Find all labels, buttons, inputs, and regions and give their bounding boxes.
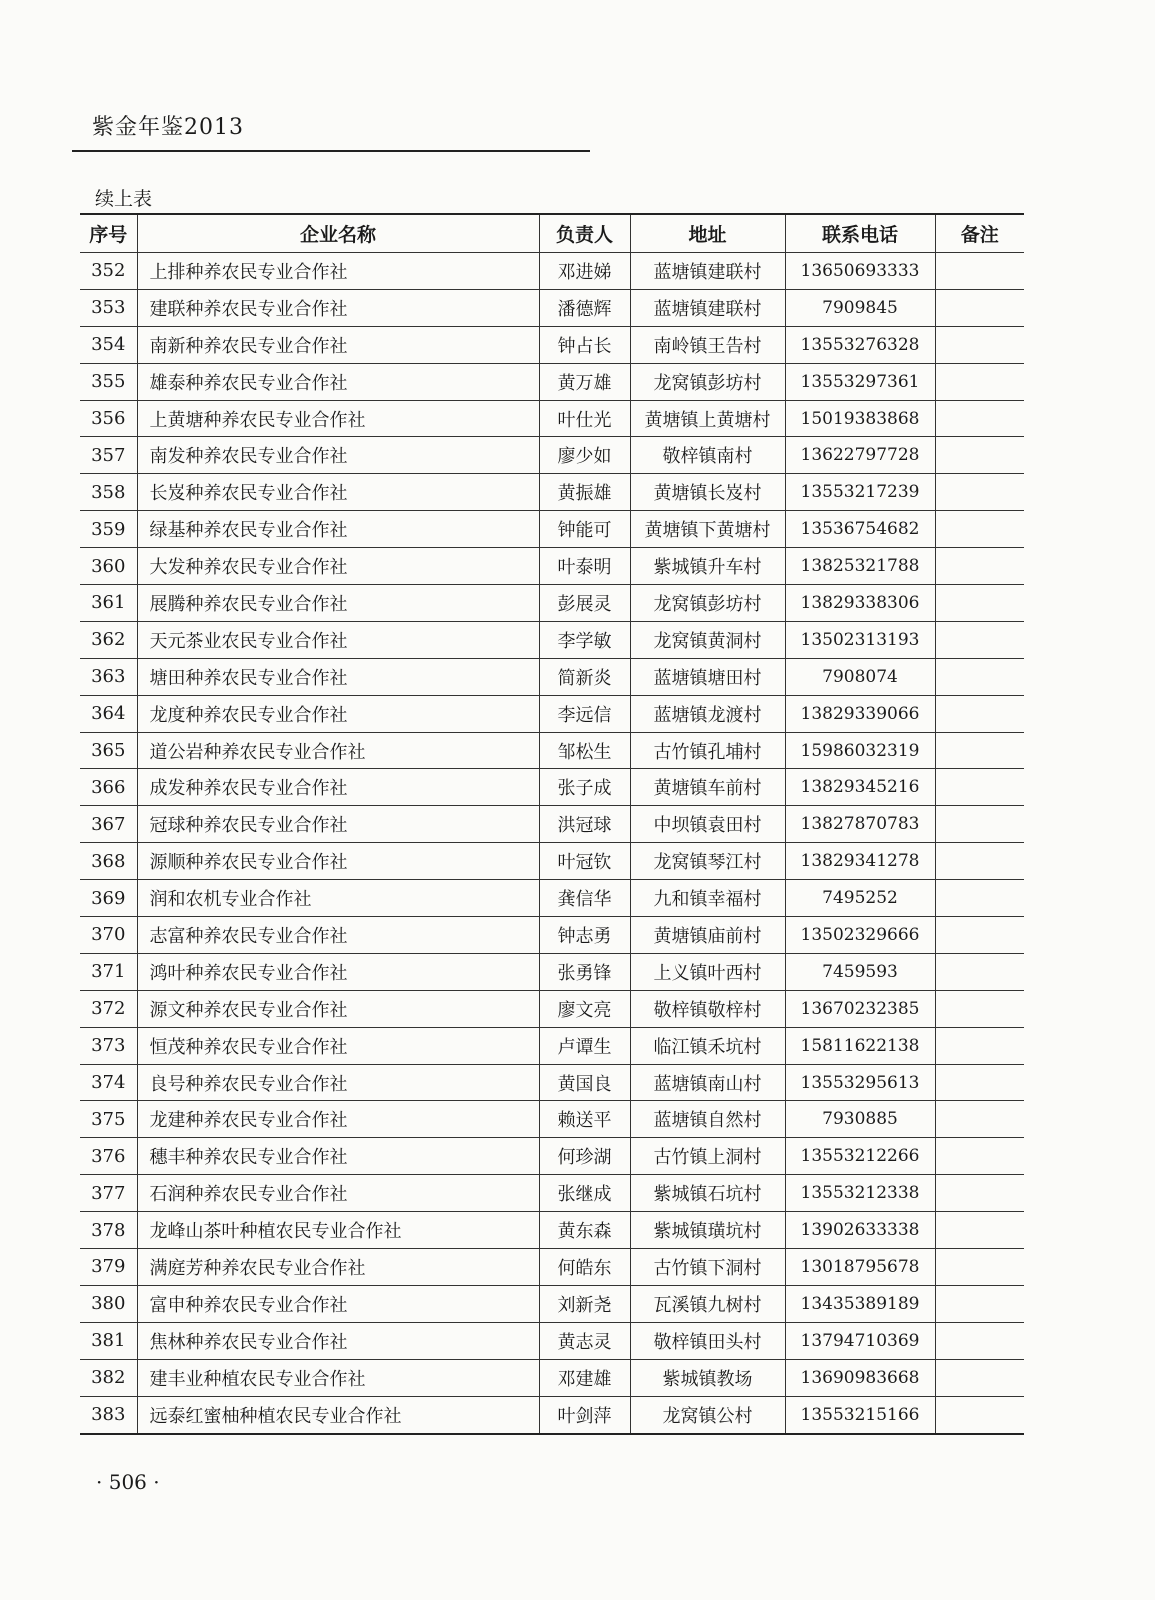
column-header-company-name: 企业名称 <box>137 214 539 253</box>
cell-serial: 381 <box>80 1322 137 1359</box>
cell-phone: 15811622138 <box>785 1027 935 1064</box>
cell-remarks <box>935 621 1024 658</box>
cell-person-in-charge: 赖送平 <box>539 1101 630 1138</box>
cell-serial: 367 <box>80 806 137 843</box>
cell-remarks <box>935 917 1024 954</box>
cell-person-in-charge: 黄东森 <box>539 1212 630 1249</box>
cell-address: 紫城镇升车村 <box>630 548 785 585</box>
cell-address: 黄塘镇庙前村 <box>630 917 785 954</box>
cell-remarks <box>935 1138 1024 1175</box>
cell-person-in-charge: 简新炎 <box>539 658 630 695</box>
cell-serial: 360 <box>80 548 137 585</box>
table-row <box>80 732 1024 769</box>
cell-address: 敬梓镇田头村 <box>630 1322 785 1359</box>
cell-phone: 13650693333 <box>785 253 935 290</box>
table-row <box>80 289 1024 326</box>
cell-serial: 359 <box>80 511 137 548</box>
cell-address: 蓝塘镇龙渡村 <box>630 695 785 732</box>
cell-company-name: 建联种养农民专业合作社 <box>137 289 539 326</box>
cell-phone: 13690983668 <box>785 1359 935 1396</box>
table-row <box>80 585 1024 622</box>
cell-address: 古竹镇上洞村 <box>630 1138 785 1175</box>
cell-person-in-charge: 李远信 <box>539 695 630 732</box>
cell-phone: 13825321788 <box>785 548 935 585</box>
cell-person-in-charge: 何皓东 <box>539 1249 630 1286</box>
cell-remarks <box>935 1212 1024 1249</box>
cell-address: 蓝塘镇建联村 <box>630 253 785 290</box>
table-body <box>80 253 1024 1434</box>
cell-serial: 354 <box>80 326 137 363</box>
cell-serial: 362 <box>80 621 137 658</box>
table-row <box>80 1175 1024 1212</box>
cell-company-name: 良号种养农民专业合作社 <box>137 1064 539 1101</box>
cell-phone: 7495252 <box>785 880 935 917</box>
table-row <box>80 1396 1024 1433</box>
cell-person-in-charge: 彭展灵 <box>539 585 630 622</box>
cell-company-name: 源文种养农民专业合作社 <box>137 990 539 1027</box>
table-row <box>80 658 1024 695</box>
cell-person-in-charge: 洪冠球 <box>539 806 630 843</box>
cell-remarks <box>935 1175 1024 1212</box>
cell-phone: 13553295613 <box>785 1064 935 1101</box>
cell-phone: 13553297361 <box>785 363 935 400</box>
cell-company-name: 志富种养农民专业合作社 <box>137 917 539 954</box>
cell-company-name: 冠球种养农民专业合作社 <box>137 806 539 843</box>
cell-serial: 352 <box>80 253 137 290</box>
cell-company-name: 塘田种养农民专业合作社 <box>137 658 539 695</box>
cell-person-in-charge: 钟能可 <box>539 511 630 548</box>
cell-phone: 13829345216 <box>785 769 935 806</box>
table-row <box>80 880 1024 917</box>
running-header-title: 紫金年鉴2013 <box>92 115 244 140</box>
cell-address: 黄塘镇长岌村 <box>630 474 785 511</box>
table-row <box>80 474 1024 511</box>
column-header-phone: 联系电话 <box>785 214 935 253</box>
table-row <box>80 253 1024 290</box>
table-row <box>80 1249 1024 1286</box>
cell-address: 瓦溪镇九树村 <box>630 1285 785 1322</box>
cell-serial: 358 <box>80 474 137 511</box>
cell-address: 黄塘镇车前村 <box>630 769 785 806</box>
cell-address: 南岭镇王告村 <box>630 326 785 363</box>
cell-phone: 13018795678 <box>785 1249 935 1286</box>
cell-phone: 13553212266 <box>785 1138 935 1175</box>
cell-remarks <box>935 511 1024 548</box>
cell-company-name: 大发种养农民专业合作社 <box>137 548 539 585</box>
cell-serial: 383 <box>80 1396 137 1433</box>
cell-person-in-charge: 何珍湖 <box>539 1138 630 1175</box>
table-row <box>80 1064 1024 1101</box>
cell-remarks <box>935 1322 1024 1359</box>
cell-phone: 7459593 <box>785 953 935 990</box>
cell-phone: 13435389189 <box>785 1285 935 1322</box>
cell-remarks <box>935 400 1024 437</box>
cell-remarks <box>935 326 1024 363</box>
cell-serial: 371 <box>80 953 137 990</box>
cell-address: 黄塘镇下黄塘村 <box>630 511 785 548</box>
cell-address: 古竹镇下洞村 <box>630 1249 785 1286</box>
table-row <box>80 1212 1024 1249</box>
cell-remarks <box>935 843 1024 880</box>
cell-person-in-charge: 廖少如 <box>539 437 630 474</box>
table-row <box>80 437 1024 474</box>
cell-address: 古竹镇孔埔村 <box>630 732 785 769</box>
cell-company-name: 石润种养农民专业合作社 <box>137 1175 539 1212</box>
cell-remarks <box>935 1064 1024 1101</box>
cell-remarks <box>935 1249 1024 1286</box>
cell-address: 中坝镇袁田村 <box>630 806 785 843</box>
table-continued-caption: 续上表 <box>95 188 153 210</box>
cell-company-name: 龙度种养农民专业合作社 <box>137 695 539 732</box>
cell-serial: 356 <box>80 400 137 437</box>
cell-remarks <box>935 548 1024 585</box>
cell-company-name: 长岌种养农民专业合作社 <box>137 474 539 511</box>
table-header-row <box>80 214 1024 253</box>
cell-person-in-charge: 李学敏 <box>539 621 630 658</box>
cell-remarks <box>935 585 1024 622</box>
cell-serial: 373 <box>80 1027 137 1064</box>
cell-serial: 376 <box>80 1138 137 1175</box>
cell-remarks <box>935 990 1024 1027</box>
cell-company-name: 南新种养农民专业合作社 <box>137 326 539 363</box>
cell-remarks <box>935 953 1024 990</box>
cell-address: 蓝塘镇建联村 <box>630 289 785 326</box>
cell-company-name: 建丰业种植农民专业合作社 <box>137 1359 539 1396</box>
cell-remarks <box>935 363 1024 400</box>
column-header-person-in-charge: 负责人 <box>539 214 630 253</box>
cell-remarks <box>935 253 1024 290</box>
cell-remarks <box>935 1396 1024 1433</box>
cell-person-in-charge: 邹松生 <box>539 732 630 769</box>
cell-person-in-charge: 钟占长 <box>539 326 630 363</box>
cell-address: 临江镇禾坑村 <box>630 1027 785 1064</box>
cell-address: 蓝塘镇南山村 <box>630 1064 785 1101</box>
cell-company-name: 南发种养农民专业合作社 <box>137 437 539 474</box>
cell-serial: 355 <box>80 363 137 400</box>
cell-serial: 380 <box>80 1285 137 1322</box>
cell-serial: 377 <box>80 1175 137 1212</box>
cell-address: 龙窝镇公村 <box>630 1396 785 1433</box>
cell-person-in-charge: 潘德辉 <box>539 289 630 326</box>
cell-person-in-charge: 叶泰明 <box>539 548 630 585</box>
table-row <box>80 1138 1024 1175</box>
cell-phone: 13829338306 <box>785 585 935 622</box>
cell-company-name: 上黄塘种养农民专业合作社 <box>137 400 539 437</box>
cell-phone: 13502329666 <box>785 917 935 954</box>
cell-person-in-charge: 张子成 <box>539 769 630 806</box>
cell-person-in-charge: 邓进娣 <box>539 253 630 290</box>
cell-serial: 372 <box>80 990 137 1027</box>
cell-company-name: 成发种养农民专业合作社 <box>137 769 539 806</box>
cell-phone: 13829341278 <box>785 843 935 880</box>
cell-address: 龙窝镇黄洞村 <box>630 621 785 658</box>
cell-serial: 379 <box>80 1249 137 1286</box>
cell-phone: 13902633338 <box>785 1212 935 1249</box>
table-row <box>80 1101 1024 1138</box>
table-row <box>80 769 1024 806</box>
table-row <box>80 1359 1024 1396</box>
cell-serial: 363 <box>80 658 137 695</box>
cell-phone: 7909845 <box>785 289 935 326</box>
cell-address: 黄塘镇上黄塘村 <box>630 400 785 437</box>
cell-remarks <box>935 769 1024 806</box>
cell-person-in-charge: 黄国良 <box>539 1064 630 1101</box>
cell-serial: 369 <box>80 880 137 917</box>
cell-phone: 13553212338 <box>785 1175 935 1212</box>
column-header-serial: 序号 <box>80 214 137 253</box>
cell-person-in-charge: 刘新尧 <box>539 1285 630 1322</box>
cell-phone: 13827870783 <box>785 806 935 843</box>
cell-company-name: 展腾种养农民专业合作社 <box>137 585 539 622</box>
cell-person-in-charge: 叶冠钦 <box>539 843 630 880</box>
cell-remarks <box>935 289 1024 326</box>
cell-address: 九和镇幸福村 <box>630 880 785 917</box>
cell-serial: 375 <box>80 1101 137 1138</box>
cell-address: 敬梓镇敬梓村 <box>630 990 785 1027</box>
cell-address: 敬梓镇南村 <box>630 437 785 474</box>
cell-company-name: 远泰红蜜柚种植农民专业合作社 <box>137 1396 539 1433</box>
cell-phone: 13622797728 <box>785 437 935 474</box>
cell-person-in-charge: 邓建雄 <box>539 1359 630 1396</box>
cell-remarks <box>935 732 1024 769</box>
table-row <box>80 621 1024 658</box>
cell-company-name: 富申种养农民专业合作社 <box>137 1285 539 1322</box>
cell-address: 紫城镇石坑村 <box>630 1175 785 1212</box>
cell-company-name: 上排种养农民专业合作社 <box>137 253 539 290</box>
cell-serial: 366 <box>80 769 137 806</box>
cell-person-in-charge: 钟志勇 <box>539 917 630 954</box>
cell-phone: 13829339066 <box>785 695 935 732</box>
cell-company-name: 雄泰种养农民专业合作社 <box>137 363 539 400</box>
cell-serial: 361 <box>80 585 137 622</box>
cell-company-name: 源顺种养农民专业合作社 <box>137 843 539 880</box>
cell-serial: 357 <box>80 437 137 474</box>
cell-remarks <box>935 806 1024 843</box>
cell-address: 龙窝镇彭坊村 <box>630 585 785 622</box>
cell-company-name: 满庭芳种养农民专业合作社 <box>137 1249 539 1286</box>
cooperatives-table <box>80 213 1024 1435</box>
table-row <box>80 326 1024 363</box>
table-row <box>80 400 1024 437</box>
table-row <box>80 548 1024 585</box>
cell-remarks <box>935 1027 1024 1064</box>
cell-serial: 365 <box>80 732 137 769</box>
table-row <box>80 917 1024 954</box>
cell-serial: 368 <box>80 843 137 880</box>
cell-company-name: 道公岩种养农民专业合作社 <box>137 732 539 769</box>
cell-person-in-charge: 卢谭生 <box>539 1027 630 1064</box>
cell-address: 龙窝镇琴江村 <box>630 843 785 880</box>
cell-phone: 7930885 <box>785 1101 935 1138</box>
cell-address: 龙窝镇彭坊村 <box>630 363 785 400</box>
cell-serial: 378 <box>80 1212 137 1249</box>
table-row <box>80 511 1024 548</box>
cell-address: 紫城镇教场 <box>630 1359 785 1396</box>
table-row <box>80 1285 1024 1322</box>
page-number: · 506 · <box>96 1470 160 1494</box>
table-row <box>80 363 1024 400</box>
column-header-address: 地址 <box>630 214 785 253</box>
cell-company-name: 穗丰种养农民专业合作社 <box>137 1138 539 1175</box>
cell-person-in-charge: 黄万雄 <box>539 363 630 400</box>
cell-remarks <box>935 695 1024 732</box>
header-rule <box>72 150 590 152</box>
cell-company-name: 绿基种养农民专业合作社 <box>137 511 539 548</box>
cell-remarks <box>935 1359 1024 1396</box>
cell-address: 上义镇叶西村 <box>630 953 785 990</box>
cell-company-name: 鸿叶种养农民专业合作社 <box>137 953 539 990</box>
table-row <box>80 843 1024 880</box>
cell-remarks <box>935 437 1024 474</box>
cell-remarks <box>935 1101 1024 1138</box>
cell-remarks <box>935 474 1024 511</box>
cell-company-name: 龙建种养农民专业合作社 <box>137 1101 539 1138</box>
cell-company-name: 润和农机专业合作社 <box>137 880 539 917</box>
cell-phone: 13553276328 <box>785 326 935 363</box>
table-row <box>80 990 1024 1027</box>
cell-phone: 13553217239 <box>785 474 935 511</box>
cell-phone: 13536754682 <box>785 511 935 548</box>
column-header-remarks: 备注 <box>935 214 1024 253</box>
cell-person-in-charge: 张继成 <box>539 1175 630 1212</box>
cell-serial: 364 <box>80 695 137 732</box>
cell-phone: 13502313193 <box>785 621 935 658</box>
table-row <box>80 953 1024 990</box>
cell-phone: 13794710369 <box>785 1322 935 1359</box>
cell-person-in-charge: 龚信华 <box>539 880 630 917</box>
cell-phone: 13553215166 <box>785 1396 935 1433</box>
cell-company-name: 龙峰山茶叶种植农民专业合作社 <box>137 1212 539 1249</box>
cell-remarks <box>935 658 1024 695</box>
table-row <box>80 806 1024 843</box>
cell-serial: 370 <box>80 917 137 954</box>
cell-person-in-charge: 黄振雄 <box>539 474 630 511</box>
cell-person-in-charge: 叶剑萍 <box>539 1396 630 1433</box>
cell-person-in-charge: 廖文亮 <box>539 990 630 1027</box>
cell-person-in-charge: 黄志灵 <box>539 1322 630 1359</box>
table-row <box>80 695 1024 732</box>
table-row <box>80 1027 1024 1064</box>
cell-person-in-charge: 张勇锋 <box>539 953 630 990</box>
cell-company-name: 焦林种养农民专业合作社 <box>137 1322 539 1359</box>
cell-serial: 353 <box>80 289 137 326</box>
table-row <box>80 1322 1024 1359</box>
cell-serial: 382 <box>80 1359 137 1396</box>
cell-serial: 374 <box>80 1064 137 1101</box>
cell-remarks <box>935 880 1024 917</box>
cell-phone: 13670232385 <box>785 990 935 1027</box>
cell-person-in-charge: 叶仕光 <box>539 400 630 437</box>
cell-address: 蓝塘镇自然村 <box>630 1101 785 1138</box>
cell-company-name: 天元茶业农民专业合作社 <box>137 621 539 658</box>
cell-address: 紫城镇璜坑村 <box>630 1212 785 1249</box>
cell-address: 蓝塘镇塘田村 <box>630 658 785 695</box>
cell-phone: 15019383868 <box>785 400 935 437</box>
cell-phone: 7908074 <box>785 658 935 695</box>
cell-company-name: 恒茂种养农民专业合作社 <box>137 1027 539 1064</box>
cell-remarks <box>935 1285 1024 1322</box>
cell-phone: 15986032319 <box>785 732 935 769</box>
